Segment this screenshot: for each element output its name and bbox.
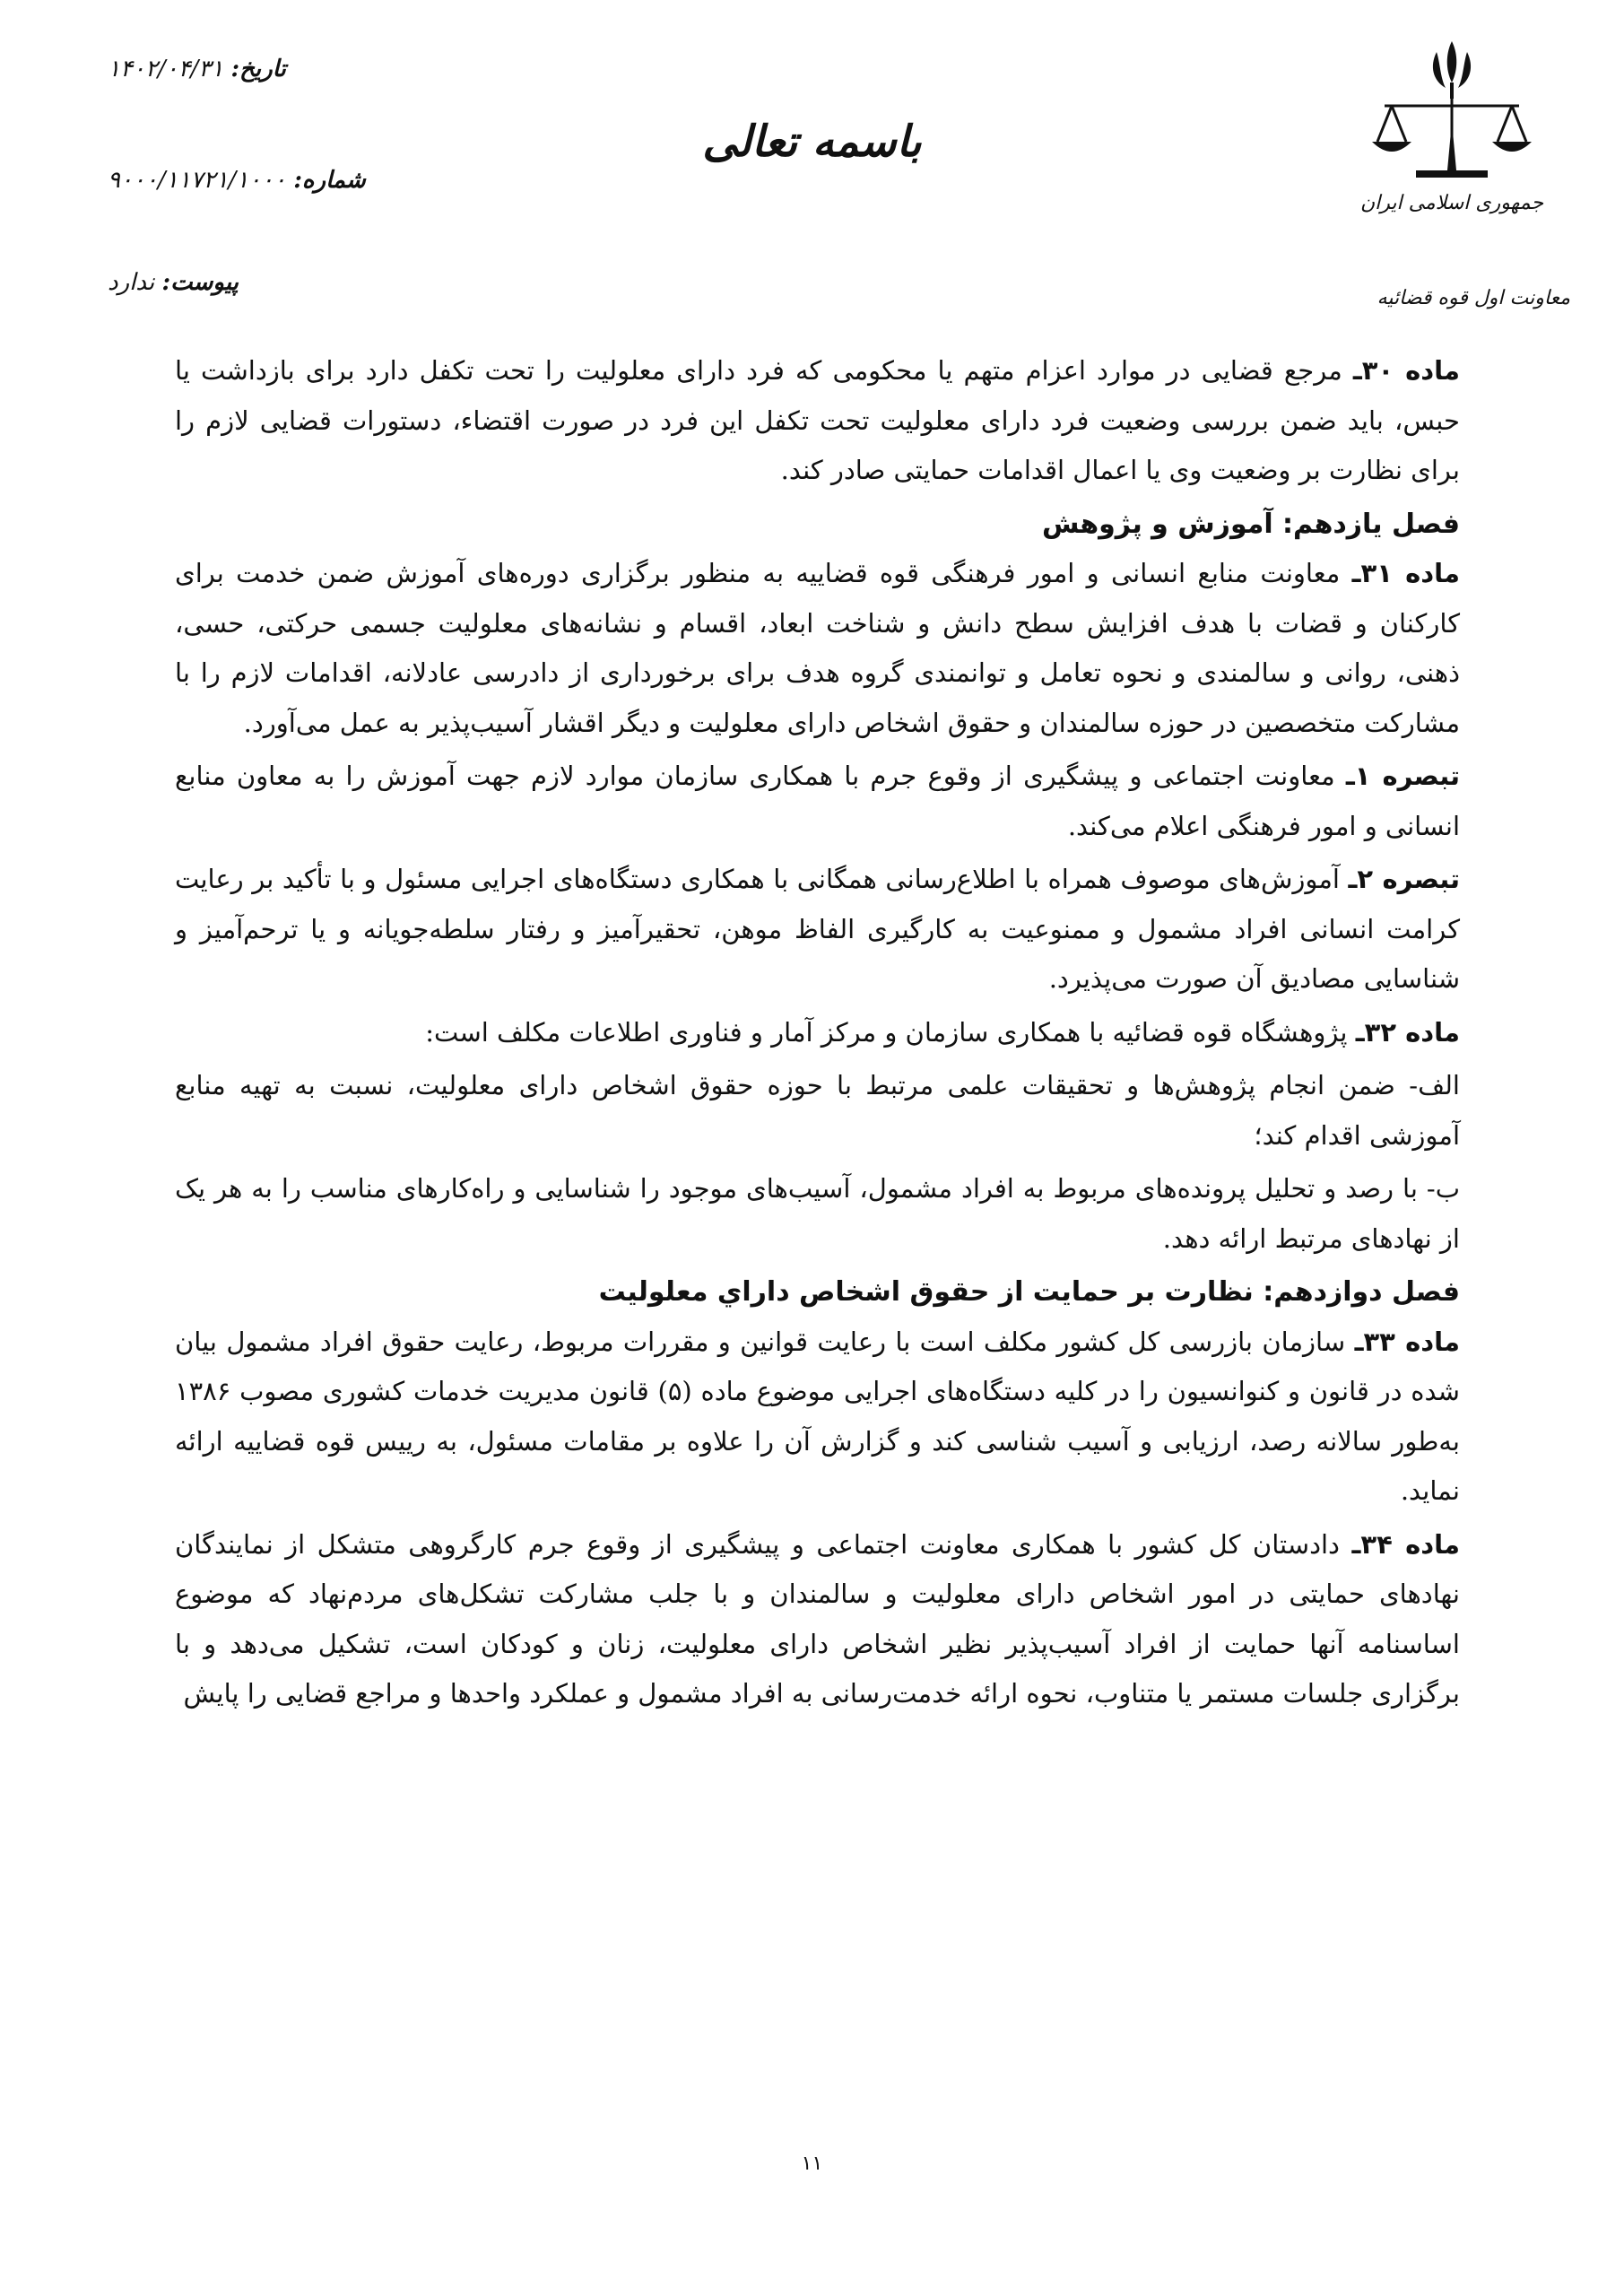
article-32-clause-alef: الف- ضمن انجام پژوهش‌ها و تحقیقات علمی مرتبط با حوزه حقوق اشخاص دارای معلولیت، نسبت به تهیه منابع آموزشی اقدام کند؛ [175,1070,1460,1151]
bismillah-heading: باسمه تعالی [702,117,922,167]
article-32-text: پژوهشگاه قوه قضائیه با همکاری سازمان و مرکز آمار و فناوری اطلاعات مکلف است: [425,1016,1356,1048]
article-34 [175,1520,1460,1719]
article-33 [175,1318,1460,1517]
chapter-12-heading: فصل دوازدهم: نظارت بر حمایت از حقوق اشخاص داراي معلولیت [598,1276,1460,1308]
article-31 [175,549,1460,748]
document-body [175,346,1460,1723]
attachment-line [108,269,239,296]
article-30-text: مرجع قضایی در موارد اعزام متهم یا محکومی که فرد دارای معلولیت را تحت تکفل دارد برای بازداشت یا حبس، باید ضمن بررسی وضعیت فرد دارای معلولیت تحت تکفل این فرد در صورت اقتضاء، دستورات قضایی لازم را برای نظارت بر وضعیت وی یا اعمال اقدامات حمایتی صادر کند. [175,355,1460,485]
number-value: ۹۰۰۰/۱۱۷۲۱/۱۰۰۰ [108,167,287,194]
date-line [108,56,286,83]
article-30 [175,346,1460,496]
article-34-label: ماده ۳۴ـ [1351,1528,1460,1560]
page-number: ۱۱ [801,2152,823,2175]
org-subtitle: معاونت اول قوه قضائیه [1376,287,1570,309]
chapter-11-heading: فصل یازدهم: آموزش و پژوهش [1041,508,1460,540]
article-31-label: ماده ۳۱ـ [1351,558,1460,588]
number-label: شماره: [293,167,366,194]
note-1-text: معاونت اجتماعی و پیشگیری از وقوع جرم با همکاری سازمان موارد لازم جهت آموزش را به معاون منابع انسانی و امور فرهنگی اعلام می‌کند. [175,761,1460,841]
article-34-text: دادستان کل کشور با همکاری معاونت اجتماعی و پیشگیری از وقوع جرم کارگروهی متشکل از نمایندگان نهادهای حمایتی در امور اشخاص دارای معلولیت و سالمندان و با جلب مشارکت تشکل‌های مردم‌نهاد که موضوع اساسنامه آنها حمایت از افراد آسیب‌پذیر نظیر اشخاص دارای معلولیت، زنان و کودکان است، تشکیل می‌دهد و با برگزاری جلسات مستمر یا متناوب، نحوه ارائه خدمت‌رسانی به افراد مشمول و عملکرد واحدها و مراجع قضایی را پایش [175,1528,1460,1709]
note-2 [175,855,1460,1004]
article-33-label: ماده ۳۳ـ [1354,1326,1460,1357]
article-32-clause-be: ب- با رصد و تحلیل پرونده‌های مربوط به افراد مشمول، آسیب‌های موجود را شناسایی و راه‌کارهای مناسب را به هر یک از نهادهای مرتبط ارائه دهد. [175,1173,1460,1254]
note-2-text: آموزش‌های موصوف همراه با اطلاع‌رسانی همگانی با همکاری دستگاه‌های اجرایی مسئول و با تأکید بر رعایت کرامت انسانی افراد مشمول و ممنوعیت به کارگیری الفاظ موهن، تحقیرآمیز و رفتار سلطه‌جویانه و یا ترحم‌آمیز و شناسایی مصادیق آن صورت می‌پذیرد. [175,864,1460,994]
org-name: جمهوری اسلامی ایران [1359,192,1544,214]
note-1 [175,752,1460,851]
article-32-label: ماده ۳۲ـ [1355,1016,1460,1048]
article-30-label: ماده ۳۰ـ [1352,355,1460,386]
note-1-label: تبصره ۱ـ [1345,761,1460,791]
date-value: ۱۴۰۲/۰۴/۳۱ [108,56,224,83]
note-2-label: تبصره ۲ـ [1348,864,1460,894]
number-line [108,167,366,194]
article-31-text: معاونت منابع انسانی و امور فرهنگی قوه قضاییه به منظور برگزاری دوره‌های آموزش ضمن خدمت برای کارکنان و قضات با هدف افزایش سطح دانش و شناخت ابعاد، اقسام و نشانه‌های معلولیت جسمی حرکتی، حسی، ذهنی، روانی و سالمندی و نحوه تعامل و توانمندی گروه هدف برای برخورداری از دادرسی عادلانه، اقدامات لازم را با مشارکت متخصصین در حوزه سالمندان و حقوق اشخاص دارای معلولیت و دیگر اقشار آسیب‌پذیر به عمل می‌آورد. [175,558,1460,738]
article-32 [175,1008,1460,1058]
article-33-text: سازمان بازرسی کل کشور مکلف است با رعایت قوانین و مقررات مربوط، رعایت حقوق افراد مشمول بیان شده در قانون و کنوانسیون را در کلیه دستگاه‌های اجرایی موضوع ماده (۵) قانون مدیریت خدمات کشوری مصوب ۱۳۸۶ به‌طور سالانه رصد، ارزیابی و آسیب شناسی کند و گزارش آن را علاوه بر مقامات مسئول، به رییس قوه قضاییه ارائه نماید. [175,1326,1460,1506]
attachment-value: ندارد [108,269,155,296]
date-label: تاریخ: [230,56,286,83]
attachment-label: پیوست: [161,269,239,296]
